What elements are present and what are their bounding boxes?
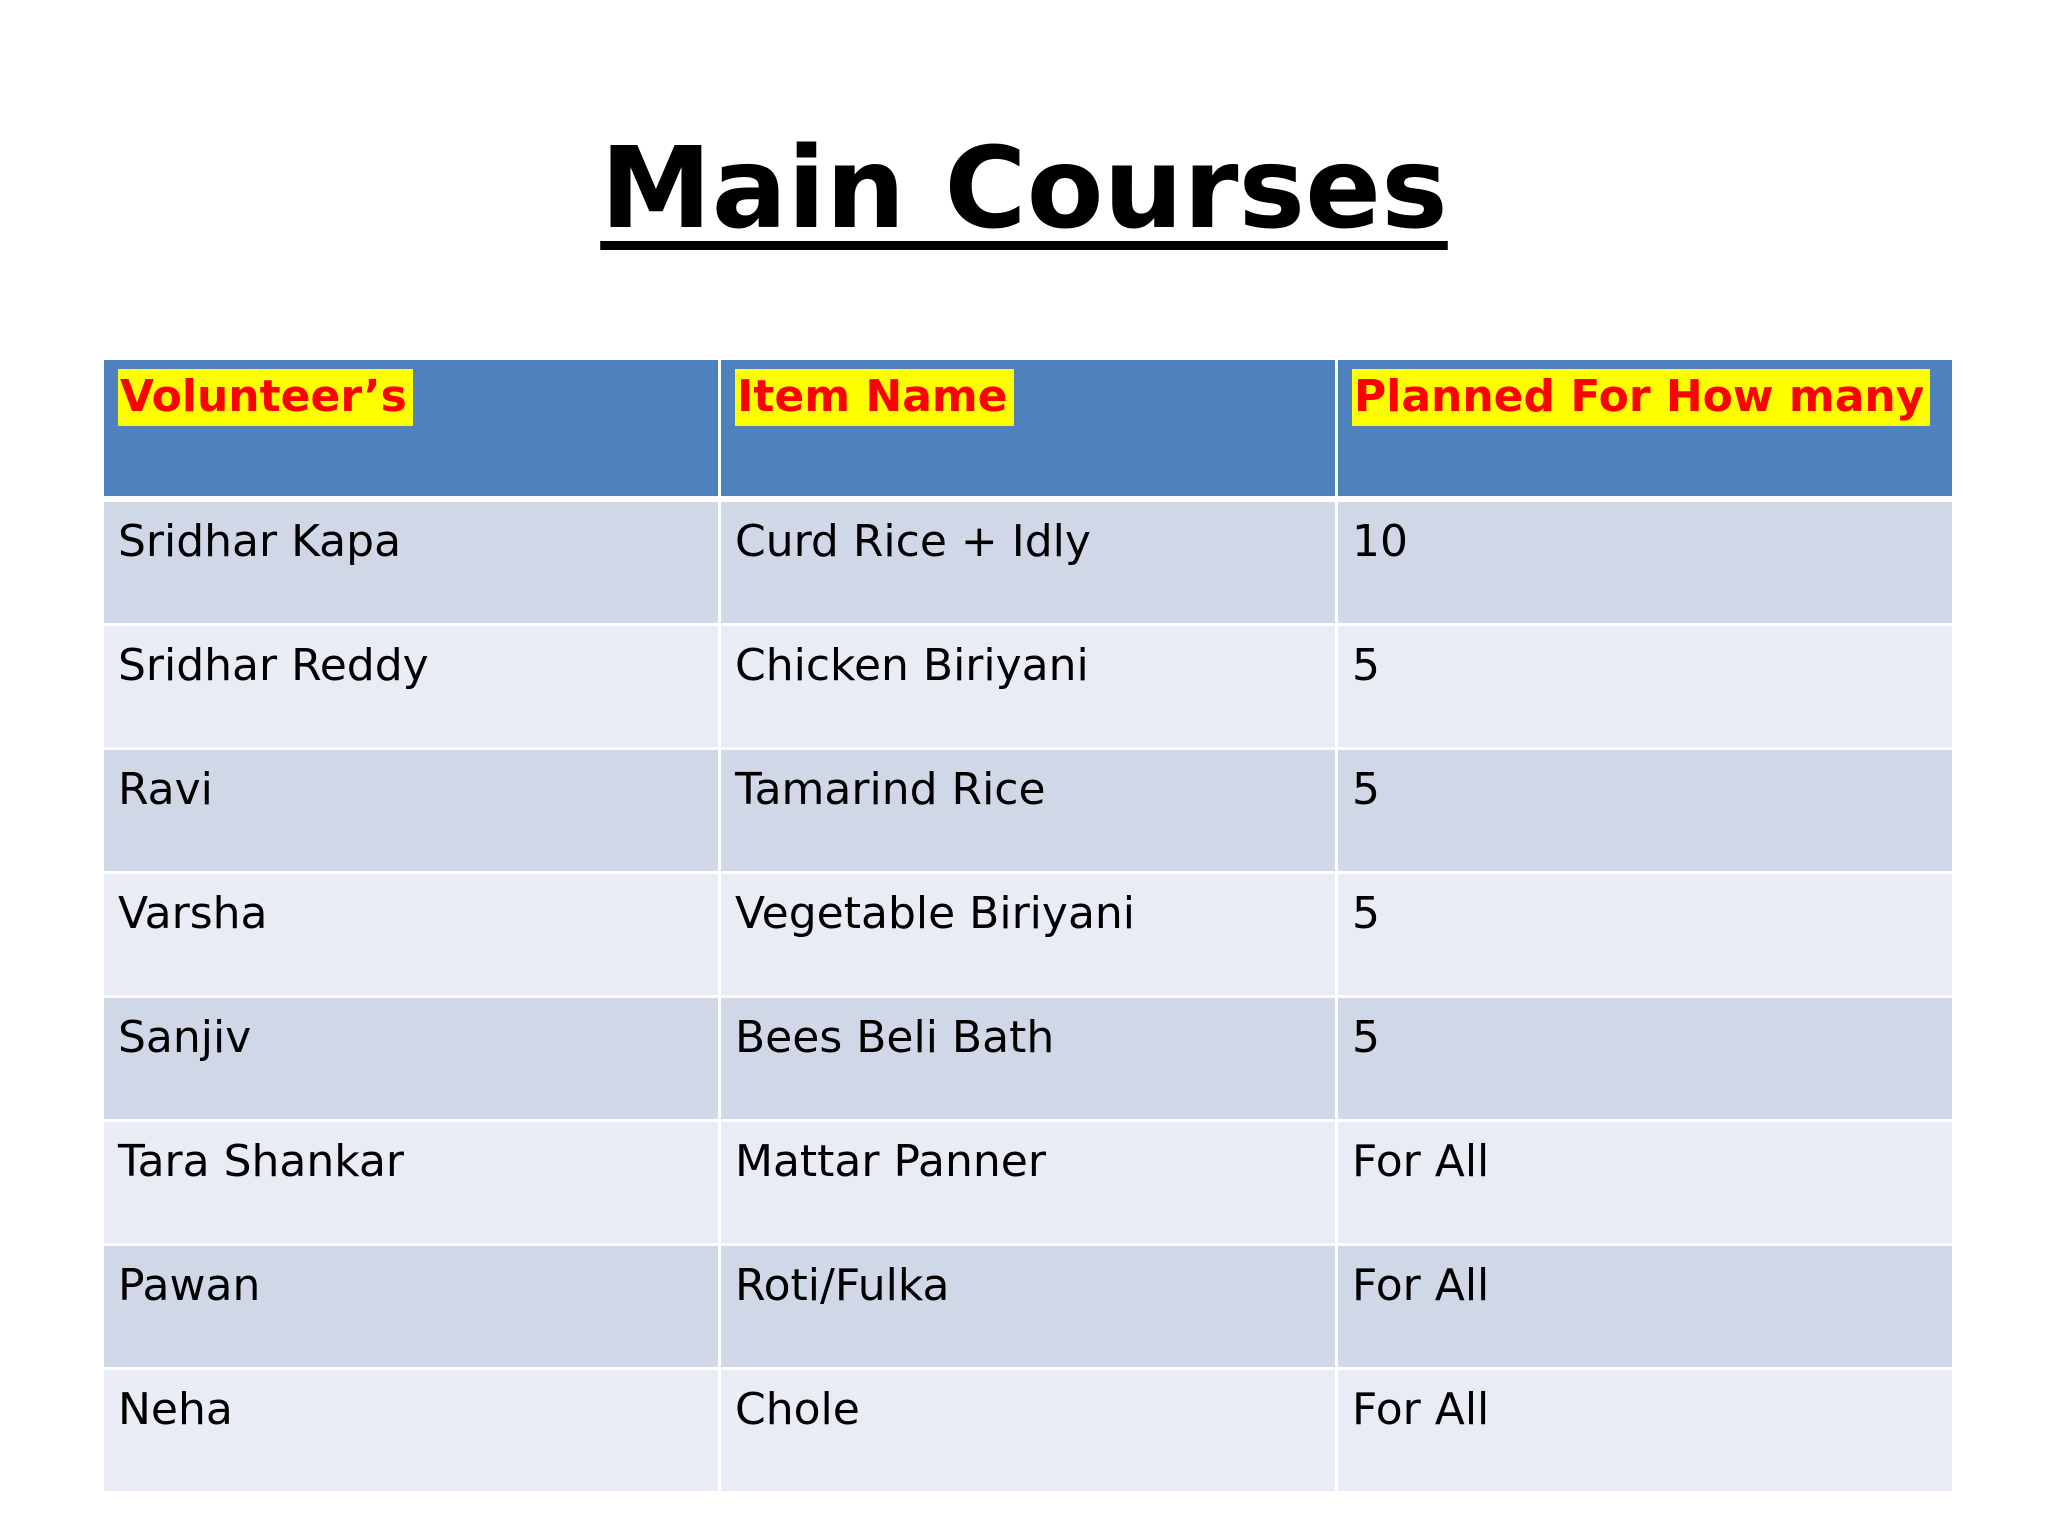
item-cell: Roti/Fulka: [721, 1246, 1338, 1370]
volunteer-cell: Tara Shankar: [104, 1122, 721, 1246]
slide-title-text: Main Courses: [600, 124, 1448, 254]
item-cell: Bees Beli Bath: [721, 998, 1338, 1122]
table-row: [104, 874, 1952, 998]
main-courses-table: [104, 360, 1952, 1494]
table-row: [104, 626, 1952, 750]
header-cell-item-name: [721, 360, 1338, 502]
table-header: [104, 360, 1952, 502]
planned-cell: 5: [1338, 750, 1952, 874]
volunteer-cell: Sanjiv: [104, 998, 721, 1122]
planned-cell: For All: [1338, 1122, 1952, 1246]
volunteer-cell: Ravi: [104, 750, 721, 874]
planned-cell: 5: [1338, 626, 1952, 750]
planned-cell: For All: [1338, 1246, 1952, 1370]
header-volunteer-label: Volunteer’s: [118, 369, 413, 426]
table-header-row: [104, 360, 1952, 502]
item-cell: Mattar Panner: [721, 1122, 1338, 1246]
volunteer-cell: Varsha: [104, 874, 721, 998]
planned-cell: 5: [1338, 998, 1952, 1122]
header-cell-planned-for: [1338, 360, 1952, 502]
item-cell: Chole: [721, 1370, 1338, 1494]
volunteer-cell: Pawan: [104, 1246, 721, 1370]
planned-cell: 5: [1338, 874, 1952, 998]
item-cell: Chicken Biriyani: [721, 626, 1338, 750]
item-cell: Tamarind Rice: [721, 750, 1338, 874]
volunteer-cell: Neha: [104, 1370, 721, 1494]
table-row: [104, 998, 1952, 1122]
main-courses-table-container: [104, 360, 1952, 1494]
table-row: [104, 1246, 1952, 1370]
header-cell-volunteer: [104, 360, 721, 502]
slide-title: [0, 124, 2048, 254]
table-row: [104, 1370, 1952, 1494]
planned-cell: 10: [1338, 502, 1952, 626]
planned-cell: For All: [1338, 1370, 1952, 1494]
table-row: [104, 502, 1952, 626]
table-row: [104, 750, 1952, 874]
item-cell: Vegetable Biriyani: [721, 874, 1338, 998]
header-planned-for-label: Planned For How many: [1352, 369, 1930, 426]
header-item-name-label: Item Name: [735, 369, 1014, 426]
item-cell: Curd Rice + Idly: [721, 502, 1338, 626]
table-body: [104, 502, 1952, 1494]
table-row: [104, 1122, 1952, 1246]
volunteer-cell: Sridhar Reddy: [104, 626, 721, 750]
volunteer-cell: Sridhar Kapa: [104, 502, 721, 626]
